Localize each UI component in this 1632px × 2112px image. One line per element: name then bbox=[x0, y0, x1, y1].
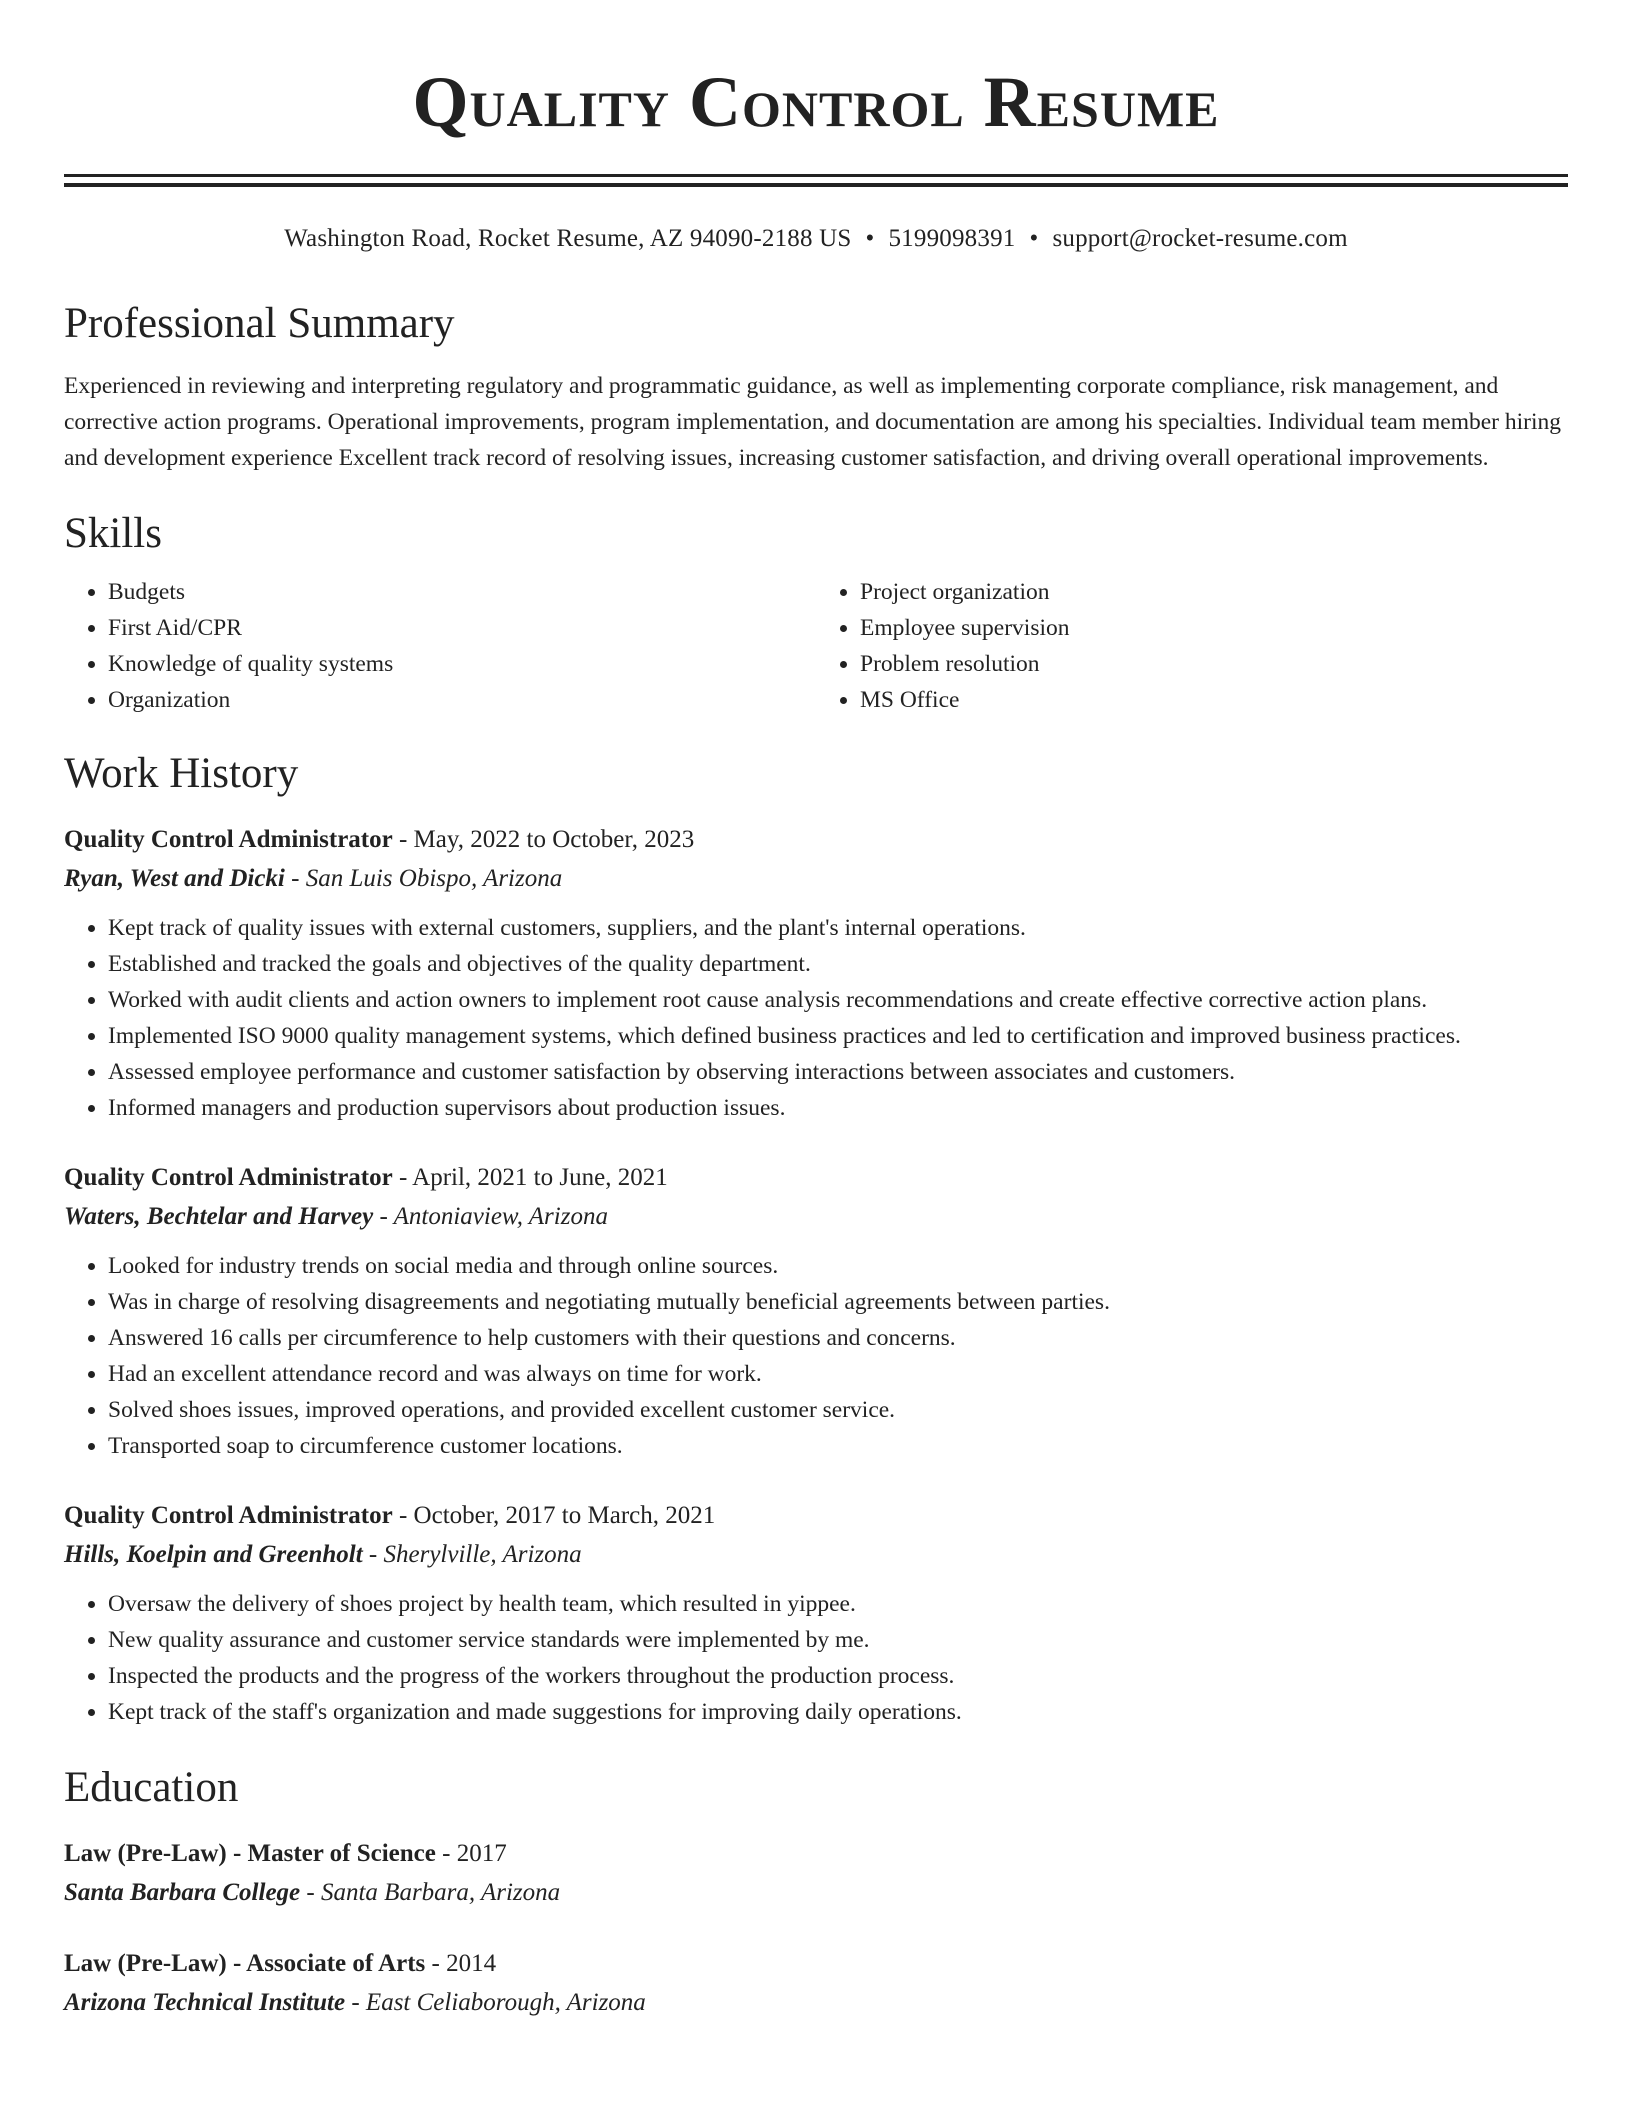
job-duties bbox=[64, 910, 1568, 1126]
summary-text: Experienced in reviewing and interpreting regulatory and programmatic guidance, as well as implementing corporate compliance, risk management, and corrective action programs. Operational improvements, program implementation, and documentation are among his specialties. Individual team member hiring and development experience Excellent track record of resolving issues, increasing customer satisfaction, and driving overall operational improvements. bbox=[64, 373, 1562, 471]
company-line bbox=[64, 1536, 1568, 1574]
job-entry bbox=[64, 1496, 1568, 1730]
skill-item: • MS Office bbox=[860, 682, 1568, 718]
job-duty: • Answered 16 calls per circumference to help customers with their questions and concerns. bbox=[108, 1320, 1568, 1356]
contact-separator: • bbox=[865, 225, 875, 252]
skill-item: • Employee supervision bbox=[860, 610, 1568, 646]
summary-heading: Professional Summary bbox=[64, 300, 455, 347]
degree-field: Law (Pre-Law) - Master of Science bbox=[64, 1840, 436, 1867]
job-dates: - April, 2021 to June, 2021 bbox=[392, 1164, 668, 1191]
company-location: - Antoniaview, Arizona bbox=[373, 1203, 608, 1230]
job-duty: • Inspected the products and the progress of the workers throughout the production process. bbox=[108, 1658, 1568, 1694]
job-duty: • New quality assurance and customer service standards were implemented by me. bbox=[108, 1622, 1568, 1658]
skill-item: • Knowledge of quality systems bbox=[108, 646, 816, 682]
job-entry bbox=[64, 820, 1568, 1126]
contact-email: support@rocket-resume.com bbox=[1052, 225, 1348, 252]
company-line bbox=[64, 1198, 1568, 1236]
job-duty: • Kept track of the staff's organization and made suggestions for improving daily operations. bbox=[108, 1694, 1568, 1730]
title-divider-bottom bbox=[64, 183, 1568, 187]
contact-phone: 5199098391 bbox=[888, 225, 1016, 252]
job-duties bbox=[64, 1248, 1568, 1464]
job-duty: • Solved shoes issues, improved operations, and provided excellent customer service. bbox=[108, 1392, 1568, 1428]
company-location: - San Luis Obispo, Arizona bbox=[284, 865, 563, 892]
skill-item: • Project organization bbox=[860, 574, 1568, 610]
contact-separator: • bbox=[1029, 225, 1039, 252]
company-location: - Sherylville, Arizona bbox=[362, 1541, 582, 1568]
job-title: Quality Control Administrator bbox=[64, 1502, 393, 1529]
company-name: Waters, Bechtelar and Harvey bbox=[64, 1203, 374, 1230]
degree-line bbox=[64, 1944, 1568, 1984]
resume-title: Quality Control Resume bbox=[412, 62, 1220, 142]
skills-column-right bbox=[816, 574, 1568, 718]
school-name: Arizona Technical Institute bbox=[64, 1989, 346, 2016]
job-title: Quality Control Administrator bbox=[64, 1164, 393, 1191]
degree-year: - 2017 bbox=[435, 1840, 507, 1867]
school-location: - Santa Barbara, Arizona bbox=[300, 1879, 561, 1906]
job-title-line bbox=[64, 1496, 1568, 1536]
job-duty: • Implemented ISO 9000 quality management systems, which defined business practices and led to certification and improved business practices. bbox=[108, 1018, 1568, 1054]
job-title: Quality Control Administrator bbox=[64, 826, 393, 853]
job-duty: • Informed managers and production supervisors about production issues. bbox=[108, 1090, 1568, 1126]
job-duty: • Transported soap to circumference customer locations. bbox=[108, 1428, 1568, 1464]
job-title-line bbox=[64, 820, 1568, 860]
company-name: Ryan, West and Dicki bbox=[64, 865, 285, 892]
job-duty: • Looked for industry trends on social media and through online sources. bbox=[108, 1248, 1568, 1284]
job-duty: • Worked with audit clients and action owners to implement root cause analysis recommendations and create effective corrective action plans. bbox=[108, 982, 1568, 1018]
degree-field: Law (Pre-Law) - Associate of Arts bbox=[64, 1950, 426, 1977]
school-location: - East Celiaborough, Arizona bbox=[345, 1989, 646, 2016]
education-entry bbox=[64, 1834, 1568, 1912]
contact-address: Washington Road, Rocket Resume, AZ 94090-2188 US bbox=[284, 225, 852, 252]
skills-column-left bbox=[64, 574, 816, 718]
contact-line bbox=[64, 222, 1568, 256]
degree-line bbox=[64, 1834, 1568, 1874]
education-entry bbox=[64, 1944, 1568, 2022]
job-dates: - October, 2017 to March, 2021 bbox=[392, 1502, 716, 1529]
education-heading: Education bbox=[64, 1764, 239, 1811]
job-duty: • Had an excellent attendance record and was always on time for work. bbox=[108, 1356, 1568, 1392]
job-duties bbox=[64, 1586, 1568, 1730]
job-title-line bbox=[64, 1158, 1568, 1198]
work-history-heading: Work History bbox=[64, 750, 299, 797]
degree-year: - 2014 bbox=[425, 1950, 497, 1977]
job-duty: • Oversaw the delivery of shoes project by health team, which resulted in yippee. bbox=[108, 1586, 1568, 1622]
skill-item: • Organization bbox=[108, 682, 816, 718]
job-dates: - May, 2022 to October, 2023 bbox=[392, 826, 695, 853]
job-duty: • Was in charge of resolving disagreements and negotiating mutually beneficial agreements between parties. bbox=[108, 1284, 1568, 1320]
job-duty: • Assessed employee performance and customer satisfaction by observing interactions between associates and customers. bbox=[108, 1054, 1568, 1090]
school-line bbox=[64, 1984, 1568, 2022]
skill-item: • Problem resolution bbox=[860, 646, 1568, 682]
job-entry bbox=[64, 1158, 1568, 1464]
company-name: Hills, Koelpin and Greenholt bbox=[64, 1541, 363, 1568]
skills-heading: Skills bbox=[64, 510, 162, 557]
job-duty: • Kept track of quality issues with external customers, suppliers, and the plant's internal operations. bbox=[108, 910, 1568, 946]
title-divider-top bbox=[64, 174, 1568, 177]
school-line bbox=[64, 1874, 1568, 1912]
job-duty: • Established and tracked the goals and objectives of the quality department. bbox=[108, 946, 1568, 982]
school-name: Santa Barbara College bbox=[64, 1879, 301, 1906]
skill-item: • First Aid/CPR bbox=[108, 610, 816, 646]
skills-list bbox=[64, 574, 1568, 718]
company-line bbox=[64, 860, 1568, 898]
skill-item: • Budgets bbox=[108, 574, 816, 610]
